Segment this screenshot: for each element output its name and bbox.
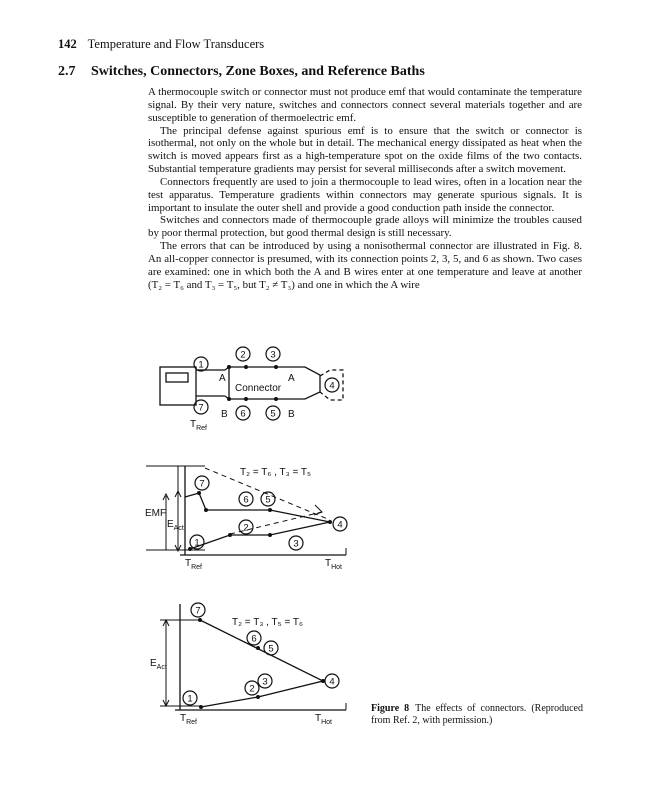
running-title: Temperature and Flow Transducers (87, 37, 265, 51)
wire-b-left-label: B (221, 409, 228, 420)
plot1-node-3: 3 (293, 538, 299, 550)
paragraph-3: Connectors frequently are used to join a thermocouple to lead wires, often in a location near the test apparatus. Temperature gradients within connectors may generate spurious signals. It is important to insulate the outer shell and provide a good conduction path inside the connector. (148, 175, 582, 214)
connector-label: Connector (235, 383, 282, 394)
plot2-condition: T₂ = T₃ , T₅ = T₆ (232, 617, 304, 628)
plot1-emf-label: EMF (145, 508, 167, 519)
plot2-node-6: 6 (251, 633, 257, 645)
plot1-upper-curve (185, 493, 330, 522)
plot2-node-5: 5 (268, 643, 274, 655)
plot1-node-2: 2 (243, 522, 249, 534)
plot1-t-hot-label: $T_{Hot}$ (325, 558, 343, 571)
plot2-t-ref-label: $T_{Ref}$ (180, 713, 198, 726)
plot2-node-3: 3 (262, 676, 268, 688)
node-4-label: 4 (329, 380, 335, 392)
plot2-node-1: 1 (187, 693, 193, 705)
node-1-label: 1 (198, 359, 204, 371)
plot2-t-hot-label: $T_{Hot}$ (315, 713, 333, 726)
plot2-node-7: 7 (195, 605, 201, 617)
plot2-e-act-label: $E_{Act}$ (150, 658, 167, 671)
paragraph-2: The principal defense against spurious emf is to ensure that the switch or connector is isothermal, not only on the whole but in detail. The mechanical energy dissipated as heat when the switch is moved appears first as a high-temperature spot on the oxide films of the two contacts. Substantial temperature gradients may persist for several milliseconds after a switch movement. (148, 124, 582, 176)
section-title: Switches, Connectors, Zone Boxes, and Reference Baths (91, 64, 425, 79)
node-6-label: 6 (240, 408, 246, 420)
figure-caption (371, 703, 583, 727)
caption-label: Figure 8 (371, 703, 410, 714)
caption-text: The effects of connectors. (Reproduced from Ref. 2, with permission.) (371, 703, 583, 726)
plot1-node-7: 7 (199, 478, 205, 490)
node-2-label: 2 (240, 349, 246, 361)
wire-a-right-label: A (288, 373, 295, 384)
section-number: 2.7 (58, 64, 76, 79)
plot1-node-1: 1 (194, 537, 200, 549)
plot1-lower-curve (190, 522, 330, 549)
plot-2-isothermal-sides (150, 603, 346, 726)
plot1-condition: T₂ = T₆ , T₃ = T₅ (240, 467, 312, 478)
plot2-curve (200, 620, 323, 707)
paragraph-1: A thermocouple switch or connector must not produce emf that would contaminate the temperature signal. By their very nature, switches and connectors connect several materials together and are susceptible to generation of thermoelectric emf. (148, 86, 582, 124)
node-5-label: 5 (270, 408, 276, 420)
plot2-node-2: 2 (249, 683, 255, 695)
plot2-node-4: 4 (329, 676, 335, 688)
paragraph-4: Switches and connectors made of thermocouple grade alloys will minimize the troubles caused by poor thermal protection, but good thermal design is still necessary. (148, 214, 582, 240)
wire-b-right-label: B (288, 409, 295, 420)
plot1-node-5: 5 (265, 494, 271, 506)
t-ref-label: $T_{Ref}$ (190, 419, 208, 432)
node-3-label: 3 (270, 349, 276, 361)
paragraph-5: The errors that can be introduced by using a nonisothermal connector are illustrated in Fig. 8. An all-copper connector is presumed, with its connection points 2, 3, 5, and 6 as shown. Two cases are examined: one in which both the A and B wires enter at one temperature and leave at another (T₂ = T₆ and T₃ = T₅, but T₂ ≠ T₃) and one in which the A wire (148, 240, 582, 291)
plot1-t-ref-label: $T_{Ref}$ (185, 558, 203, 571)
connector-schematic (160, 347, 343, 432)
page-number: 142 (58, 37, 77, 51)
plot-1-isothermal-pairs (145, 466, 347, 571)
node-7-label: 7 (198, 402, 204, 414)
plot1-e-act-label: $E_{Act}$ (167, 519, 184, 532)
plot1-node-6: 6 (243, 494, 249, 506)
wire-a-left-label: A (219, 373, 226, 384)
meter-display-icon (166, 373, 188, 382)
plot1-node-4: 4 (337, 519, 343, 531)
